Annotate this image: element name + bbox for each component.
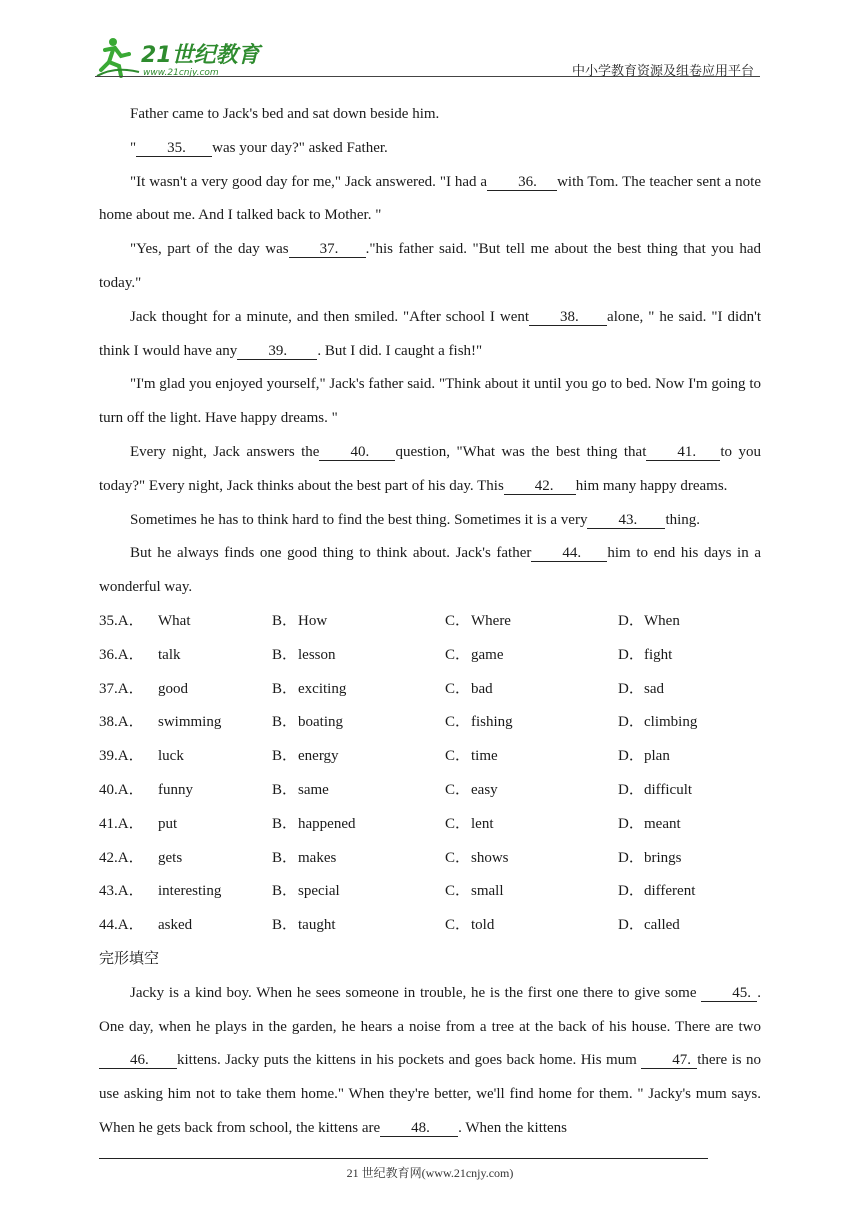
option-text: difficult [644,781,693,798]
page-header [95,30,760,80]
option-c [445,740,618,774]
option-text: gets [158,849,183,866]
option-label [99,673,158,707]
passage1-para-2 [99,132,761,166]
question-number: 38. [99,714,118,731]
question-number: 36. [99,646,118,663]
option-text: asked [158,917,193,934]
option-label: B． [272,815,298,832]
option-text: fishing [471,714,513,731]
option-text: happened [298,815,356,832]
option-c [445,706,618,740]
option-label: C． [445,646,471,663]
option-label: B． [272,646,298,663]
answer-options [99,605,761,943]
option-label: C． [445,781,471,798]
option-row [99,605,761,639]
option-letter: A． [117,781,144,798]
option-label [99,706,158,740]
blank-44: 44. [531,545,607,562]
option-b [272,673,445,707]
option-label: D． [618,680,644,697]
option-label: C． [445,612,471,629]
option-label: D． [618,612,644,629]
option-c [445,605,618,639]
passage1-para-3 [99,166,761,234]
option-text: different [644,883,696,900]
runner-icon [97,38,139,76]
para-text: was your day?" asked Father. [212,139,388,156]
para-text: thing. [665,511,701,528]
para-text: . One day, when he plays in the garden, he hears a noise from a tree at the back of his house. There are two [99,984,762,1035]
option-d [618,774,761,808]
option-b [272,875,445,909]
para-text: Sometimes he has to think hard to find the best thing. Sometimes it is a very [130,511,588,528]
para-text: to you today?" Every night, Jack thinks about the best part of his day. This [99,443,761,494]
option-text: easy [471,781,498,798]
para-text: there is no use asking him not to take them home." When they're better, we'll find home for them. " Jacky's mum says. When he gets back from school, the kittens are [99,1052,762,1136]
option-text: good [158,680,188,697]
option-text: time [471,748,498,765]
option-text: special [298,883,340,900]
option-label: B． [272,612,298,629]
passage1-para-5 [99,301,761,369]
option-label [99,774,158,808]
question-number: 39. [99,748,118,765]
option-text: told [471,917,495,934]
option-label: C． [445,680,471,697]
option-label: B． [272,849,298,866]
option-d [618,706,761,740]
option-d [618,808,761,842]
para-text: alone, " he said. "I didn't think I would have any [99,308,761,359]
para-text: . But I did. I caught a fish!" [317,342,483,359]
option-text: plan [644,748,670,765]
option-d [618,673,761,707]
option-text: game [471,646,504,663]
option-row [99,842,761,876]
option-d [618,740,761,774]
para-text: Jacky is a kind boy. When he sees someone in trouble, he is the first one there to give some [130,984,697,1001]
option-text: interesting [158,883,222,900]
blank-40: 40. [319,444,395,461]
para-text: him many happy dreams. [575,477,728,494]
option-c [445,774,618,808]
option-label: D． [618,748,644,765]
option-text: funny [158,781,193,798]
passage1-para-4 [99,233,761,301]
option-label: C． [445,849,471,866]
option-text: meant [644,815,681,832]
option-label: C． [445,917,471,934]
blank-35: 35. [136,140,212,157]
option-d [618,639,761,673]
option-label: C． [445,714,471,731]
option-text: brings [644,849,682,866]
option-a [99,673,272,707]
option-row [99,639,761,673]
para-text: . When the kittens [458,1119,568,1136]
option-label: D． [618,646,644,663]
option-label [99,639,158,673]
option-label [99,875,158,909]
option-label [99,909,158,943]
option-label: D． [618,815,644,832]
question-number: 40. [99,781,118,798]
option-text: fight [644,646,673,663]
option-a [99,909,272,943]
passage1-para-8 [99,504,761,538]
option-row [99,875,761,909]
option-a [99,808,272,842]
option-text: called [644,917,680,934]
option-row [99,706,761,740]
blank-47: 47. [641,1052,697,1069]
option-letter: A． [117,612,144,629]
question-number: 35. [99,612,118,629]
option-text: put [158,815,178,832]
option-text: How [298,612,328,629]
para-text: kittens. Jacky puts the kittens in his pockets and goes back home. His mum [177,1052,637,1069]
question-number: 41. [99,815,118,832]
option-b [272,774,445,808]
option-text: talk [158,646,181,663]
option-text: lent [471,815,494,832]
para-text: him to end his days in a wonderful way. [99,545,761,596]
question-number: 44. [99,917,118,934]
passage1-para-9 [99,537,761,605]
option-b [272,909,445,943]
blank-43: 43. [587,512,665,529]
blank-48: 48. [380,1120,458,1137]
blank-46: 46. [99,1052,177,1069]
option-label [99,605,158,639]
option-d [618,605,761,639]
para-text: "I'm glad you enjoyed yourself," Jack's father said. "Think about it until you go to bed. Now I'm going to turn off the light. Have happy dreams. " [99,376,761,427]
option-row [99,740,761,774]
option-row [99,673,761,707]
passage1-para-6 [99,368,761,436]
para-text: question, "What was the best thing that [395,443,647,460]
option-c [445,875,618,909]
option-letter: A． [117,849,144,866]
option-text: energy [298,748,339,765]
passage2-para-1 [99,977,761,1146]
option-label: B． [272,748,298,765]
option-label: C． [445,748,471,765]
option-label: D． [618,781,644,798]
option-label: B． [272,917,298,934]
blank-42: 42. [504,478,576,495]
question-number: 37. [99,680,118,697]
option-letter: A． [117,646,144,663]
option-text: bad [471,680,493,697]
option-b [272,808,445,842]
option-letter: A． [117,883,144,900]
option-a [99,875,272,909]
option-text: When [644,612,680,629]
option-label [99,808,158,842]
option-label: B． [272,714,298,731]
header-divider [95,76,760,77]
blank-45: 45. [701,985,757,1002]
para-text: " [130,139,137,156]
option-d [618,842,761,876]
option-label: C． [445,883,471,900]
option-label [99,842,158,876]
option-text: taught [298,917,336,934]
option-label: D． [618,849,644,866]
option-text: swimming [158,714,222,731]
option-row [99,808,761,842]
option-c [445,808,618,842]
option-label: B． [272,680,298,697]
question-number: 43. [99,883,118,900]
option-a [99,639,272,673]
option-c [445,909,618,943]
blank-38: 38. [529,309,607,326]
option-text: luck [158,748,184,765]
footer-divider [99,1158,708,1159]
option-text: Where [471,612,511,629]
para-text: ."his father said. "But tell me about the best thing that you had today." [99,241,762,291]
option-a [99,774,272,808]
option-letter: A． [117,917,144,934]
blank-37: 37. [289,241,366,258]
para-text: with Tom. The teacher sent a note home about me. And I talked back to Mother. " [99,173,761,224]
para-text: But he always finds one good thing to think about. Jack's father [130,545,532,562]
option-text: boating [298,714,343,731]
option-row [99,774,761,808]
blank-41: 41. [646,444,720,461]
page-footer: 21 世纪教育网(www.21cnjy.com) [346,1166,514,1180]
option-a [99,842,272,876]
option-c [445,639,618,673]
option-label: B． [272,781,298,798]
option-label: D． [618,917,644,934]
question-number: 42. [99,849,118,866]
para-text: Jack thought for a minute, and then smiled. "After school I went [130,308,530,325]
section-title: 完形填空 [99,950,160,967]
option-b [272,740,445,774]
option-c [445,673,618,707]
option-text: shows [471,849,509,866]
option-row [99,909,761,943]
para-text: Every night, Jack answers the [130,443,320,460]
option-b [272,605,445,639]
option-b [272,639,445,673]
option-letter: A． [117,680,144,697]
option-text: lesson [298,646,336,663]
option-text: exciting [298,680,347,697]
logo-url: www.21cnjy.com [143,68,219,78]
passage1-para-1 [99,98,761,132]
option-c [445,842,618,876]
option-d [618,909,761,943]
option-b [272,842,445,876]
passage1-para-7 [99,436,761,504]
para-text: "It wasn't a very good day for me," Jack answered. "I had a [130,173,488,190]
option-label: D． [618,714,644,731]
platform-name: 中小学教育资源及组卷应用平台 [571,64,754,79]
blank-39: 39. [237,343,317,360]
option-text: small [471,883,504,900]
option-d [618,875,761,909]
option-label: B． [272,883,298,900]
option-letter: A． [117,748,144,765]
option-label: C． [445,815,471,832]
blank-36: 36. [487,174,557,191]
option-text: What [158,612,191,629]
option-letter: A． [117,815,144,832]
para-text: "Yes, part of the day was [130,241,289,258]
logo-text: 21世纪教育 [141,43,260,68]
option-a [99,740,272,774]
option-a [99,605,272,639]
exam-content [99,98,761,1146]
option-text: same [298,781,329,798]
option-label: D． [618,883,644,900]
option-b [272,706,445,740]
option-letter: A． [117,714,144,731]
option-label [99,740,158,774]
para-text: Father came to Jack's bed and sat down beside him. [130,106,440,122]
option-text: makes [298,849,337,866]
option-text: climbing [644,714,698,731]
option-a [99,706,272,740]
site-logo [95,36,265,78]
option-text: sad [644,680,664,697]
